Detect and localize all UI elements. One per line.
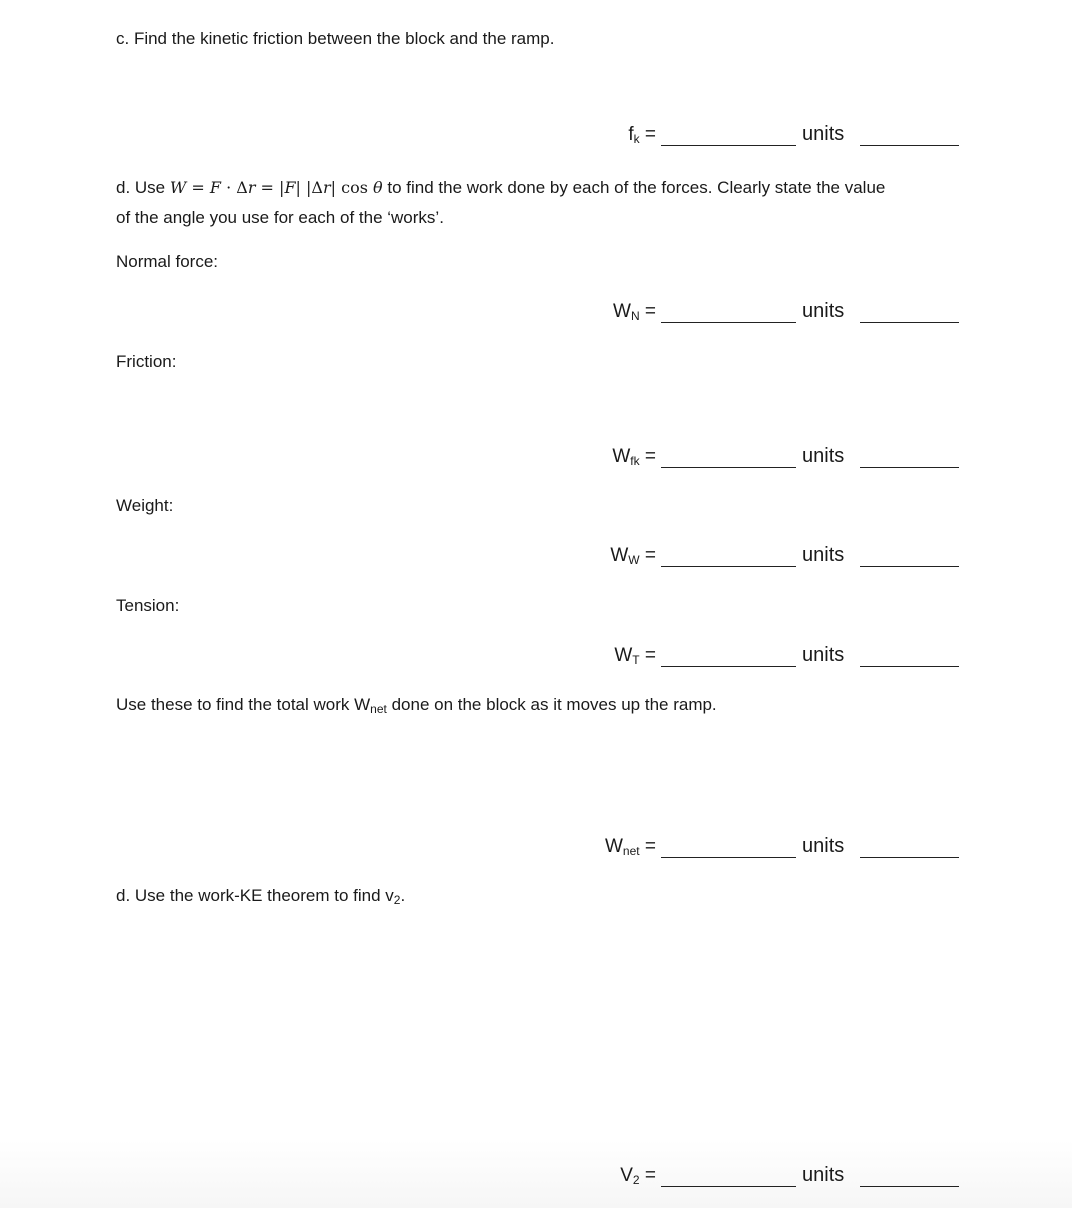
normal-force-heading: Normal force: [116, 252, 219, 271]
fk-value-blank[interactable] [661, 145, 796, 146]
tension-heading: Tension: [116, 596, 180, 615]
friction-heading: Friction: [116, 352, 177, 371]
wt-answer-row [0, 639, 1072, 669]
wfk-label: $W_{fk}$ = [612, 446, 656, 468]
wt-value-blank[interactable] [661, 666, 796, 667]
part-d2-prompt: d. Use the work-KE theorem to find $v_2$. [116, 886, 406, 907]
fk-units-label: units [802, 123, 845, 145]
weight-heading: Weight: [116, 496, 174, 515]
wn-label: $W_N$ = [613, 301, 656, 323]
fk-answer-row [0, 118, 1072, 148]
work-formula: W = F · Δr = |F| |Δr| cos θ [169, 178, 383, 197]
ww-units-label: units [802, 544, 845, 566]
v2-value-blank[interactable] [661, 1186, 796, 1187]
part-c-prompt: c. Find the kinetic friction between the block and the ramp. [116, 29, 555, 48]
wt-label: $W_T$ = [614, 645, 656, 667]
v2-units-blank[interactable] [860, 1186, 959, 1187]
part-d-prompt-line2: of the angle you use for each of the ‘works’. [116, 208, 444, 227]
wn-value-blank[interactable] [661, 322, 796, 323]
ww-label: $W_W$ = [610, 545, 656, 567]
wnet-label: $W_{net}$ = [604, 836, 656, 858]
ww-value-blank[interactable] [661, 566, 796, 567]
wfk-units-blank[interactable] [860, 467, 959, 468]
wnet-answer-row [0, 830, 1072, 860]
wfk-answer-row [0, 440, 1072, 470]
wnet-value-blank[interactable] [661, 857, 796, 858]
v2-units-label: units [802, 1164, 845, 1186]
wfk-value-blank[interactable] [661, 467, 796, 468]
v2-label: $V_2$ = [620, 1165, 656, 1187]
wn-units-blank[interactable] [860, 322, 959, 323]
wnet-units-label: units [802, 835, 845, 857]
wnet-units-blank[interactable] [860, 857, 959, 858]
wn-answer-row [0, 295, 1072, 325]
fk-label: $f_k$ = [628, 124, 656, 146]
ww-answer-row [0, 539, 1072, 569]
ww-units-blank[interactable] [860, 566, 959, 567]
fk-units-blank[interactable] [860, 145, 959, 146]
part-d-prompt-line1: d. Use W = F · Δr = |F| |Δr| cos θ to find the work done by each of the forces. Clearly state the value [116, 178, 886, 197]
v2-answer-row [0, 1159, 1072, 1189]
total-work-prompt: Use these to find the total work $W_{net}$ done on the block as it moves up the ramp. [116, 695, 717, 716]
wt-units-blank[interactable] [860, 666, 959, 667]
wn-units-label: units [802, 300, 845, 322]
wfk-units-label: units [802, 445, 845, 467]
wt-units-label: units [802, 644, 845, 666]
